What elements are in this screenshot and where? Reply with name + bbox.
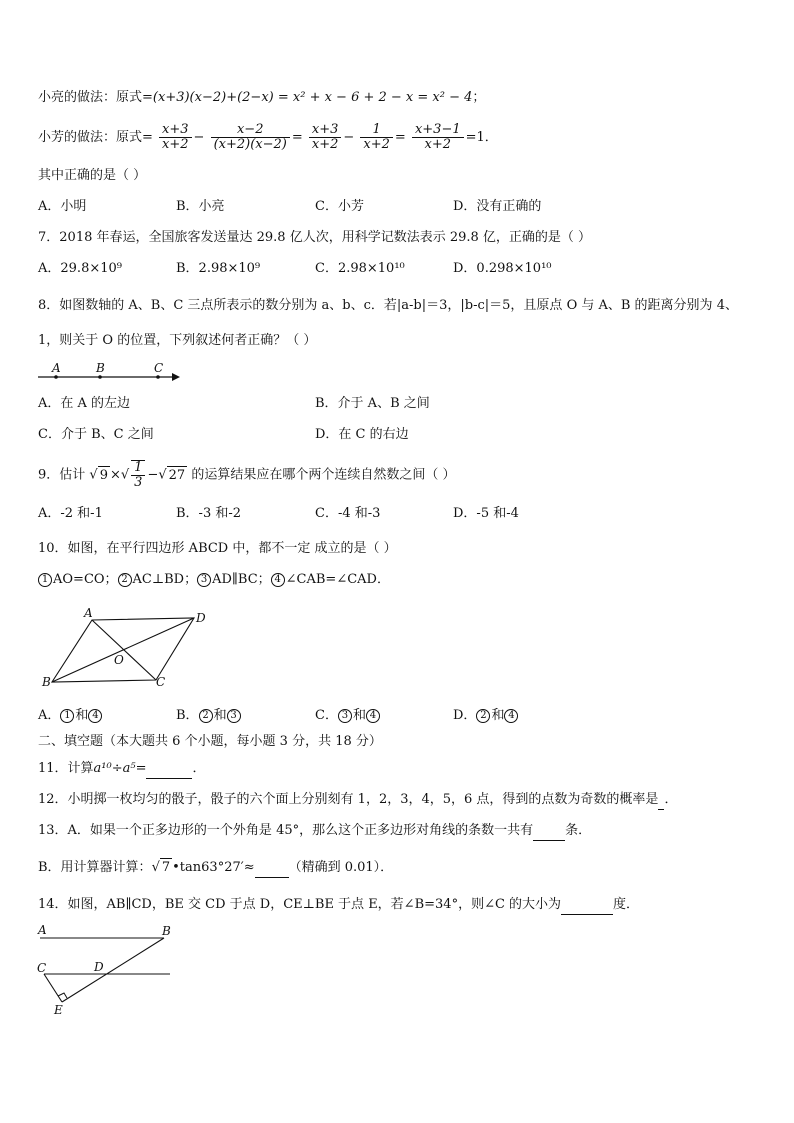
fang-method: 小芳的做法：原式= $\frac{x+3}{x+2}$ − $\frac{x-2}{(x+2)(x-2)}$ = $\frac{x+3}{x+2}$ − $\frac{1}{x+2}$ = $\frac{x+3-1}{x+2}$ =1．: [38, 122, 498, 152]
point-e-label: E: [54, 1003, 63, 1017]
fang-result: =1: [465, 130, 485, 145]
vertex-d-label: D: [196, 611, 206, 625]
q6-option-a: A．小明: [38, 199, 87, 214]
q7-option-b: B．2.98×10⁹: [176, 261, 261, 276]
point-b-dot: [98, 375, 102, 379]
q10-option-c: [315, 707, 381, 725]
q10-option-c-second: 4: [366, 709, 380, 723]
q8-option-c: C．介于 B、C 之间: [38, 427, 154, 442]
q8-option-b: B．介于 A、B 之间: [315, 396, 430, 411]
q6-option-d: D．没有正确的: [453, 199, 542, 214]
fang-fraction-5: $\frac{x+3-1}{x+2}$: [412, 123, 464, 152]
q13-b: B．用计算器计算：√ 7 •tan63°27′≈ （精确到 0.01）．: [38, 858, 393, 878]
q10-option-a-first: 1: [60, 709, 74, 723]
point-a-label: A: [52, 361, 61, 375]
q11-pre: 11．计算: [38, 761, 94, 776]
q10-option-a-mid: 和: [75, 708, 89, 723]
ming-method: 小亮的做法：原式=(x+3)(x−2)+(2−x) = x² + x − 6 + 2 − x = x² − 4；: [38, 90, 486, 105]
q14-answer-blank[interactable]: [561, 896, 613, 915]
q10-option-b-mid: 和: [213, 708, 227, 723]
q9-radical-2: 27: [168, 467, 186, 483]
q10-option-b-letter: B．: [176, 708, 199, 723]
point-d-label: D: [94, 960, 104, 974]
q7-option-c: C．2.98×10¹⁰: [315, 261, 405, 276]
point-c-label: C: [37, 961, 47, 975]
q10-item-1-number: 1: [38, 573, 52, 587]
q10-option-a: [38, 707, 103, 725]
q10-option-b-first: 2: [199, 709, 213, 723]
q6-question: 其中正确的是（ ）: [38, 168, 147, 183]
q13-a-end: 条．: [565, 823, 592, 838]
q9-stem-post: 的运算结果应在哪个两个连续自然数之间（ ）: [191, 467, 456, 483]
ming-end: ；: [472, 90, 486, 105]
fang-fraction-4: $\frac{1}{x+2}$: [360, 123, 393, 152]
q9-option-b: B．-3 和-2: [176, 506, 242, 521]
q11-end: ．: [192, 761, 206, 776]
q10-option-b: [176, 707, 242, 725]
vertex-b-label: B: [42, 675, 51, 689]
number-line-figure: [36, 360, 186, 386]
q10-option-d-second: 4: [504, 709, 518, 723]
vertex-c-label: C: [156, 675, 166, 689]
fang-fraction-1: $\frac{x+3}{x+2}$: [159, 123, 192, 152]
q10-option-d-mid: 和: [491, 708, 505, 723]
fang-end: ．: [484, 130, 498, 145]
q10-option-a-letter: A．: [38, 708, 61, 723]
center-o-label: O: [114, 653, 124, 667]
q9-option-a: A．-2 和-1: [38, 506, 103, 521]
q13-b-mid: •tan63°27′≈: [172, 860, 255, 875]
line-be: [62, 938, 164, 1002]
number-line-arrow: [172, 373, 180, 381]
q6-option-b: B．小亮: [176, 199, 225, 214]
q13-a-answer-blank[interactable]: [533, 822, 565, 841]
q7-option-d: D．0.298×10¹⁰: [453, 261, 552, 276]
point-c-dot: [156, 375, 160, 379]
q13-b-pre: B．用计算器计算：: [38, 860, 152, 875]
q9-stem-pre: 9．估计: [38, 467, 86, 483]
q7-stem: 7．2018 年春运，全国旅客发送量达 29.8 亿人次，用科学记数法表示 29.8 亿，正确的是（ ）: [38, 230, 592, 245]
section-2-title: 二、填空题（本大题共 6 个小题，每小题 3 分，共 18 分）: [38, 734, 382, 749]
fang-label: 小芳的做法：原式: [38, 130, 143, 145]
q9-option-d: D．-5 和-4: [453, 506, 519, 521]
q14-end: 度．: [613, 897, 640, 912]
line-ce: [44, 974, 62, 1002]
fang-fraction-3: $\frac{x+3}{x+2}$: [309, 123, 342, 152]
q13-a-stem: 13．A．如果一个正多边形的一个外角是 45°，那么这个正多边形对角线的条数一共有: [38, 823, 534, 838]
q12-end: ．: [664, 792, 678, 807]
parallel-lines-figure: [34, 922, 180, 1018]
q10-option-d-letter: D．: [453, 708, 477, 723]
ming-expression: (x+3)(x−2)+(2−x) = x² + x − 6 + 2 − x = x² − 4: [152, 90, 473, 105]
q10-item-3: AD∥BC；: [212, 572, 271, 587]
q9-option-c: C．-4 和-3: [315, 506, 381, 521]
q10-item-2-number: 2: [118, 573, 132, 587]
q13-b-end: （精确到 0.01）．: [288, 860, 394, 875]
q10-item-3-number: 3: [197, 573, 211, 587]
q11-expression: a¹⁰÷a⁵=: [93, 761, 147, 776]
point-b-label: B: [96, 361, 105, 375]
q13-b-answer-blank[interactable]: [255, 859, 289, 878]
ming-label: 小亮的做法：原式: [38, 90, 143, 105]
vertex-a-label: A: [84, 606, 93, 620]
q10-option-d-first: 2: [476, 709, 490, 723]
q9-radical-1: 9: [99, 467, 108, 483]
q11-answer-blank[interactable]: [146, 760, 192, 779]
q10-option-c-letter: C．: [315, 708, 338, 723]
q8-stem-line1: 8．如图数轴的 A、B、C 三点所表示的数分别为 a、b、c．若|a-b|＝3，|b-c|＝5，且原点 O 与 A、B 的距离分别为 4、: [38, 298, 738, 313]
point-a-label: A: [38, 923, 47, 937]
diagonal-bd: [52, 618, 194, 682]
q10-option-a-second: 4: [88, 709, 102, 723]
q8-stem-line2: 1，则关于 O 的位置，下列叙述何者正确？（ ）: [38, 333, 317, 348]
q10-option-c-mid: 和: [352, 708, 366, 723]
q10-option-c-first: 3: [338, 709, 352, 723]
q12: [38, 791, 677, 810]
q14: [38, 896, 639, 915]
q12-stem: 12．小明掷一枚均匀的骰子，骰子的六个面上分别刻有 1，2，3，4，5，6 点，得到的点数为奇数的概率是: [38, 792, 659, 807]
q8-option-d: D．在 C 的右边: [315, 427, 409, 442]
q8-option-a: A．在 A 的左边: [38, 396, 131, 411]
q14-stem: 14．如图，AB∥CD，BE 交 CD 于点 D，CE⊥BE 于点 E，若∠B=34°，则∠C 的大小为: [38, 897, 562, 912]
q10-item-4: ∠CAB=∠CAD．: [285, 572, 390, 587]
q13-b-radical: 7: [161, 860, 171, 875]
point-b-label: B: [162, 924, 171, 938]
q10-item-4-number: 4: [271, 573, 285, 587]
q10-item-1: AO=CO；: [53, 572, 118, 587]
q10-items: [38, 571, 390, 589]
parallelogram-figure: [36, 604, 216, 696]
point-c-label: C: [154, 361, 164, 375]
q10-item-2: AC⊥BD；: [132, 572, 198, 587]
q7-option-a: A．29.8×10⁹: [38, 261, 122, 276]
point-a-dot: [54, 375, 58, 379]
q10-option-b-second: 3: [227, 709, 241, 723]
q6-option-c: C．小芳: [315, 199, 364, 214]
fang-fraction-2: $\frac{x-2}{(x+2)(x-2)}$: [211, 123, 290, 152]
q13-a: [38, 822, 591, 841]
q9-stem: 9．估计 √ 9 ×√ $\frac{1}{3}$ −√ 27 的运算结果应在哪个两个连续自然数之间（ ）: [38, 460, 456, 490]
q10-stem: 10．如图，在平行四边形 ABCD 中，都不一定 成立的是（ ）: [38, 541, 397, 556]
q10-option-d: [453, 707, 519, 725]
q11: [38, 760, 205, 779]
q9-radical-fraction: $\frac{1}{3}$: [131, 460, 145, 490]
